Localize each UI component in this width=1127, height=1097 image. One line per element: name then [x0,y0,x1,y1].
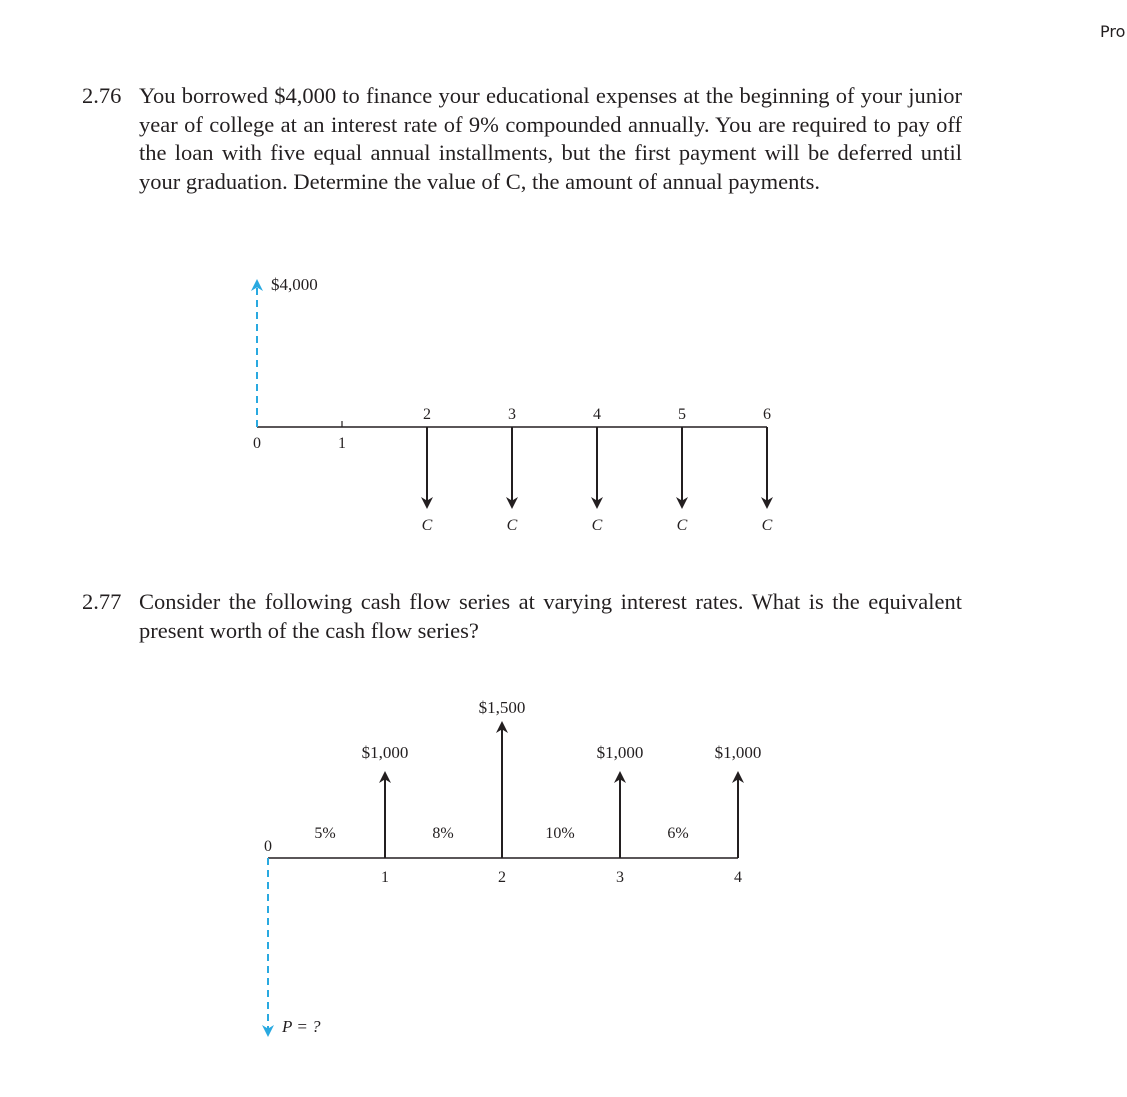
problem-text: Consider the following cash flow series at varying interest rates. What is the equivalent present worth of the cash flow series? [139,589,962,643]
period-label-4: 4 [593,406,601,423]
problem-number: 2.77 [82,589,122,614]
rate-label: 6% [667,825,689,842]
period-label-6: 6 [763,406,771,423]
period-label-0: 0 [253,435,261,452]
rate-label: 10% [545,825,575,842]
rate-label: 5% [314,825,336,842]
payment-label: C [591,517,603,534]
payment-label: C [506,517,518,534]
page-header-fragment: Pro [1100,22,1126,41]
period-label-0: 0 [264,838,272,855]
period-label-4: 4 [734,869,742,886]
period-label-2: 2 [498,869,506,886]
payment-label: C [421,517,433,534]
period-label-2: 2 [423,406,431,423]
period-label-3: 3 [616,869,624,886]
problem-number: 2.76 [82,83,122,108]
period-label-5: 5 [678,406,686,423]
diagram-2-76 [253,275,773,534]
period-label-1: 1 [338,435,346,452]
present-worth-label: P = ? [282,1017,321,1036]
cash-flow-label: $1,000 [714,743,762,762]
rate-label: 8% [432,825,454,842]
cash-flow-label: $1,000 [361,743,409,762]
payment-label: C [761,517,773,534]
problem-text: You borrowed $4,000 to finance your educational expenses at the beginning of your junior year of college at an interest rate of 9% compounded annually. You are required to pay off the loan with five equal annual installments, but the first payment will be deferred until your graduation. Determine the value of C, the amount of annual payments. [139,83,962,194]
cash-flow-label: $1,000 [596,743,644,762]
payment-label: C [676,517,688,534]
cash-flow-label: $1,500 [478,698,526,717]
period-label-1: 1 [381,869,389,886]
diagram-2-77 [264,698,761,1036]
period-label-3: 3 [508,406,516,423]
receipt-label: $4,000 [271,275,318,294]
